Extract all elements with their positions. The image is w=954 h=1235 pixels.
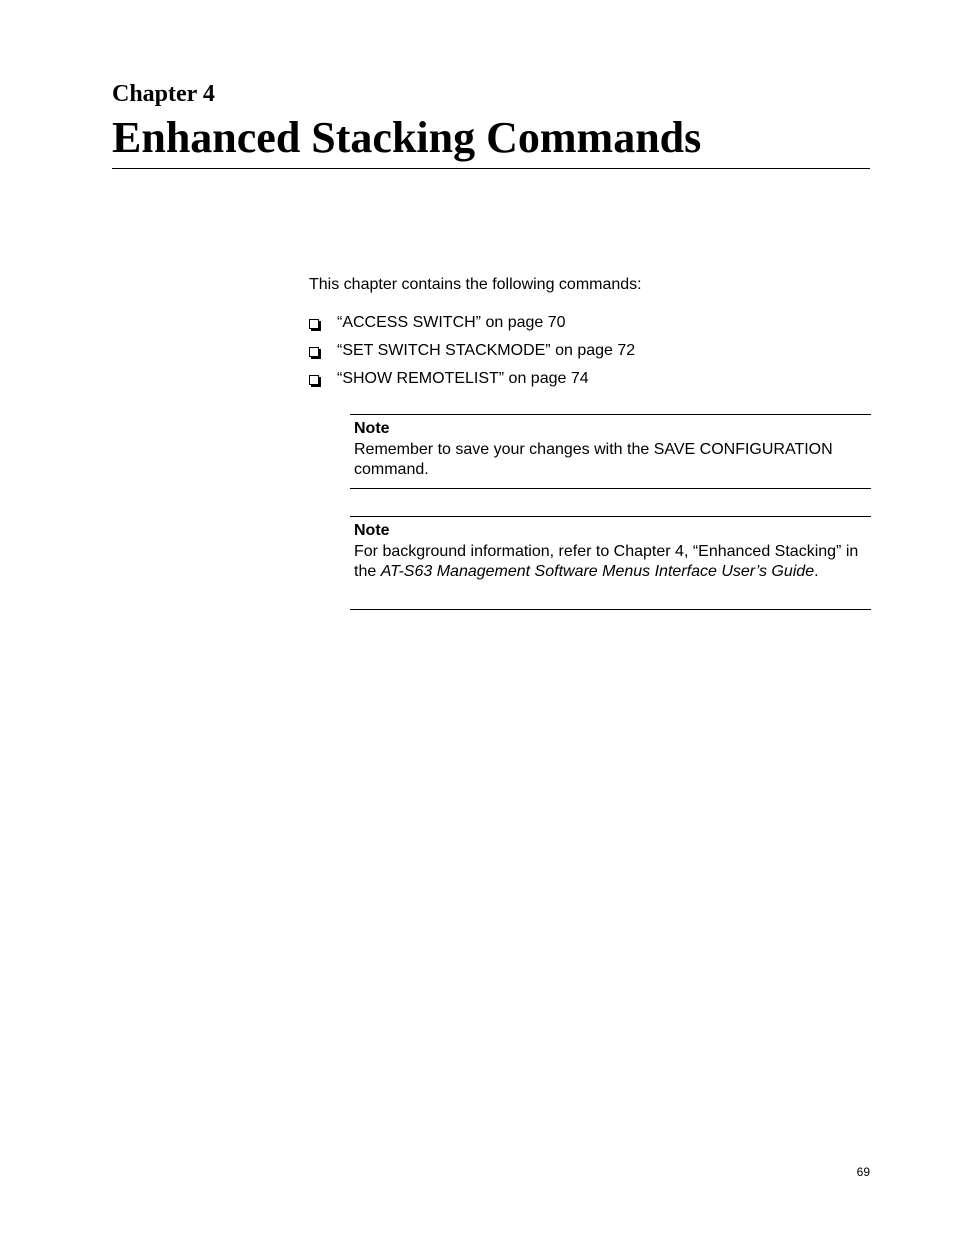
checkbox-bullet-icon (309, 347, 319, 357)
chapter-label: Chapter 4 (112, 81, 215, 107)
note-heading: Note (354, 522, 390, 539)
note-text-after: . (814, 563, 819, 580)
note-text: Remember to save your changes with the SAVE CONFIGURATION command. (354, 440, 833, 478)
note-text (354, 542, 867, 583)
title-divider (112, 168, 870, 169)
command-link[interactable]: “ACCESS SWITCH” on page 70 (337, 314, 566, 331)
command-list (309, 313, 635, 397)
command-item-access-switch[interactable] (309, 313, 635, 341)
intro-text: This chapter contains the following commands: (309, 276, 642, 293)
checkbox-bullet-icon (309, 375, 319, 385)
page-number: 69 (856, 1165, 870, 1179)
note-background-information (350, 516, 871, 610)
chapter-title: Enhanced Stacking Commands (112, 113, 702, 162)
checkbox-bullet-icon (309, 319, 319, 329)
command-item-show-remotelist[interactable] (309, 369, 635, 397)
note-save-configuration (350, 414, 871, 489)
note-heading: Note (354, 420, 390, 437)
command-link[interactable]: “SET SWITCH STACKMODE” on page 72 (337, 342, 636, 359)
note-text-before: For background information, refer to Chapter 4, “Enhanced Stacking” in the (354, 542, 859, 580)
note-guide-title: AT-S63 Management Software Menus Interface User’s Guide (380, 563, 815, 580)
command-item-set-switch-stackmode[interactable] (309, 341, 635, 369)
command-link[interactable]: “SHOW REMOTELIST” on page 74 (337, 370, 589, 387)
